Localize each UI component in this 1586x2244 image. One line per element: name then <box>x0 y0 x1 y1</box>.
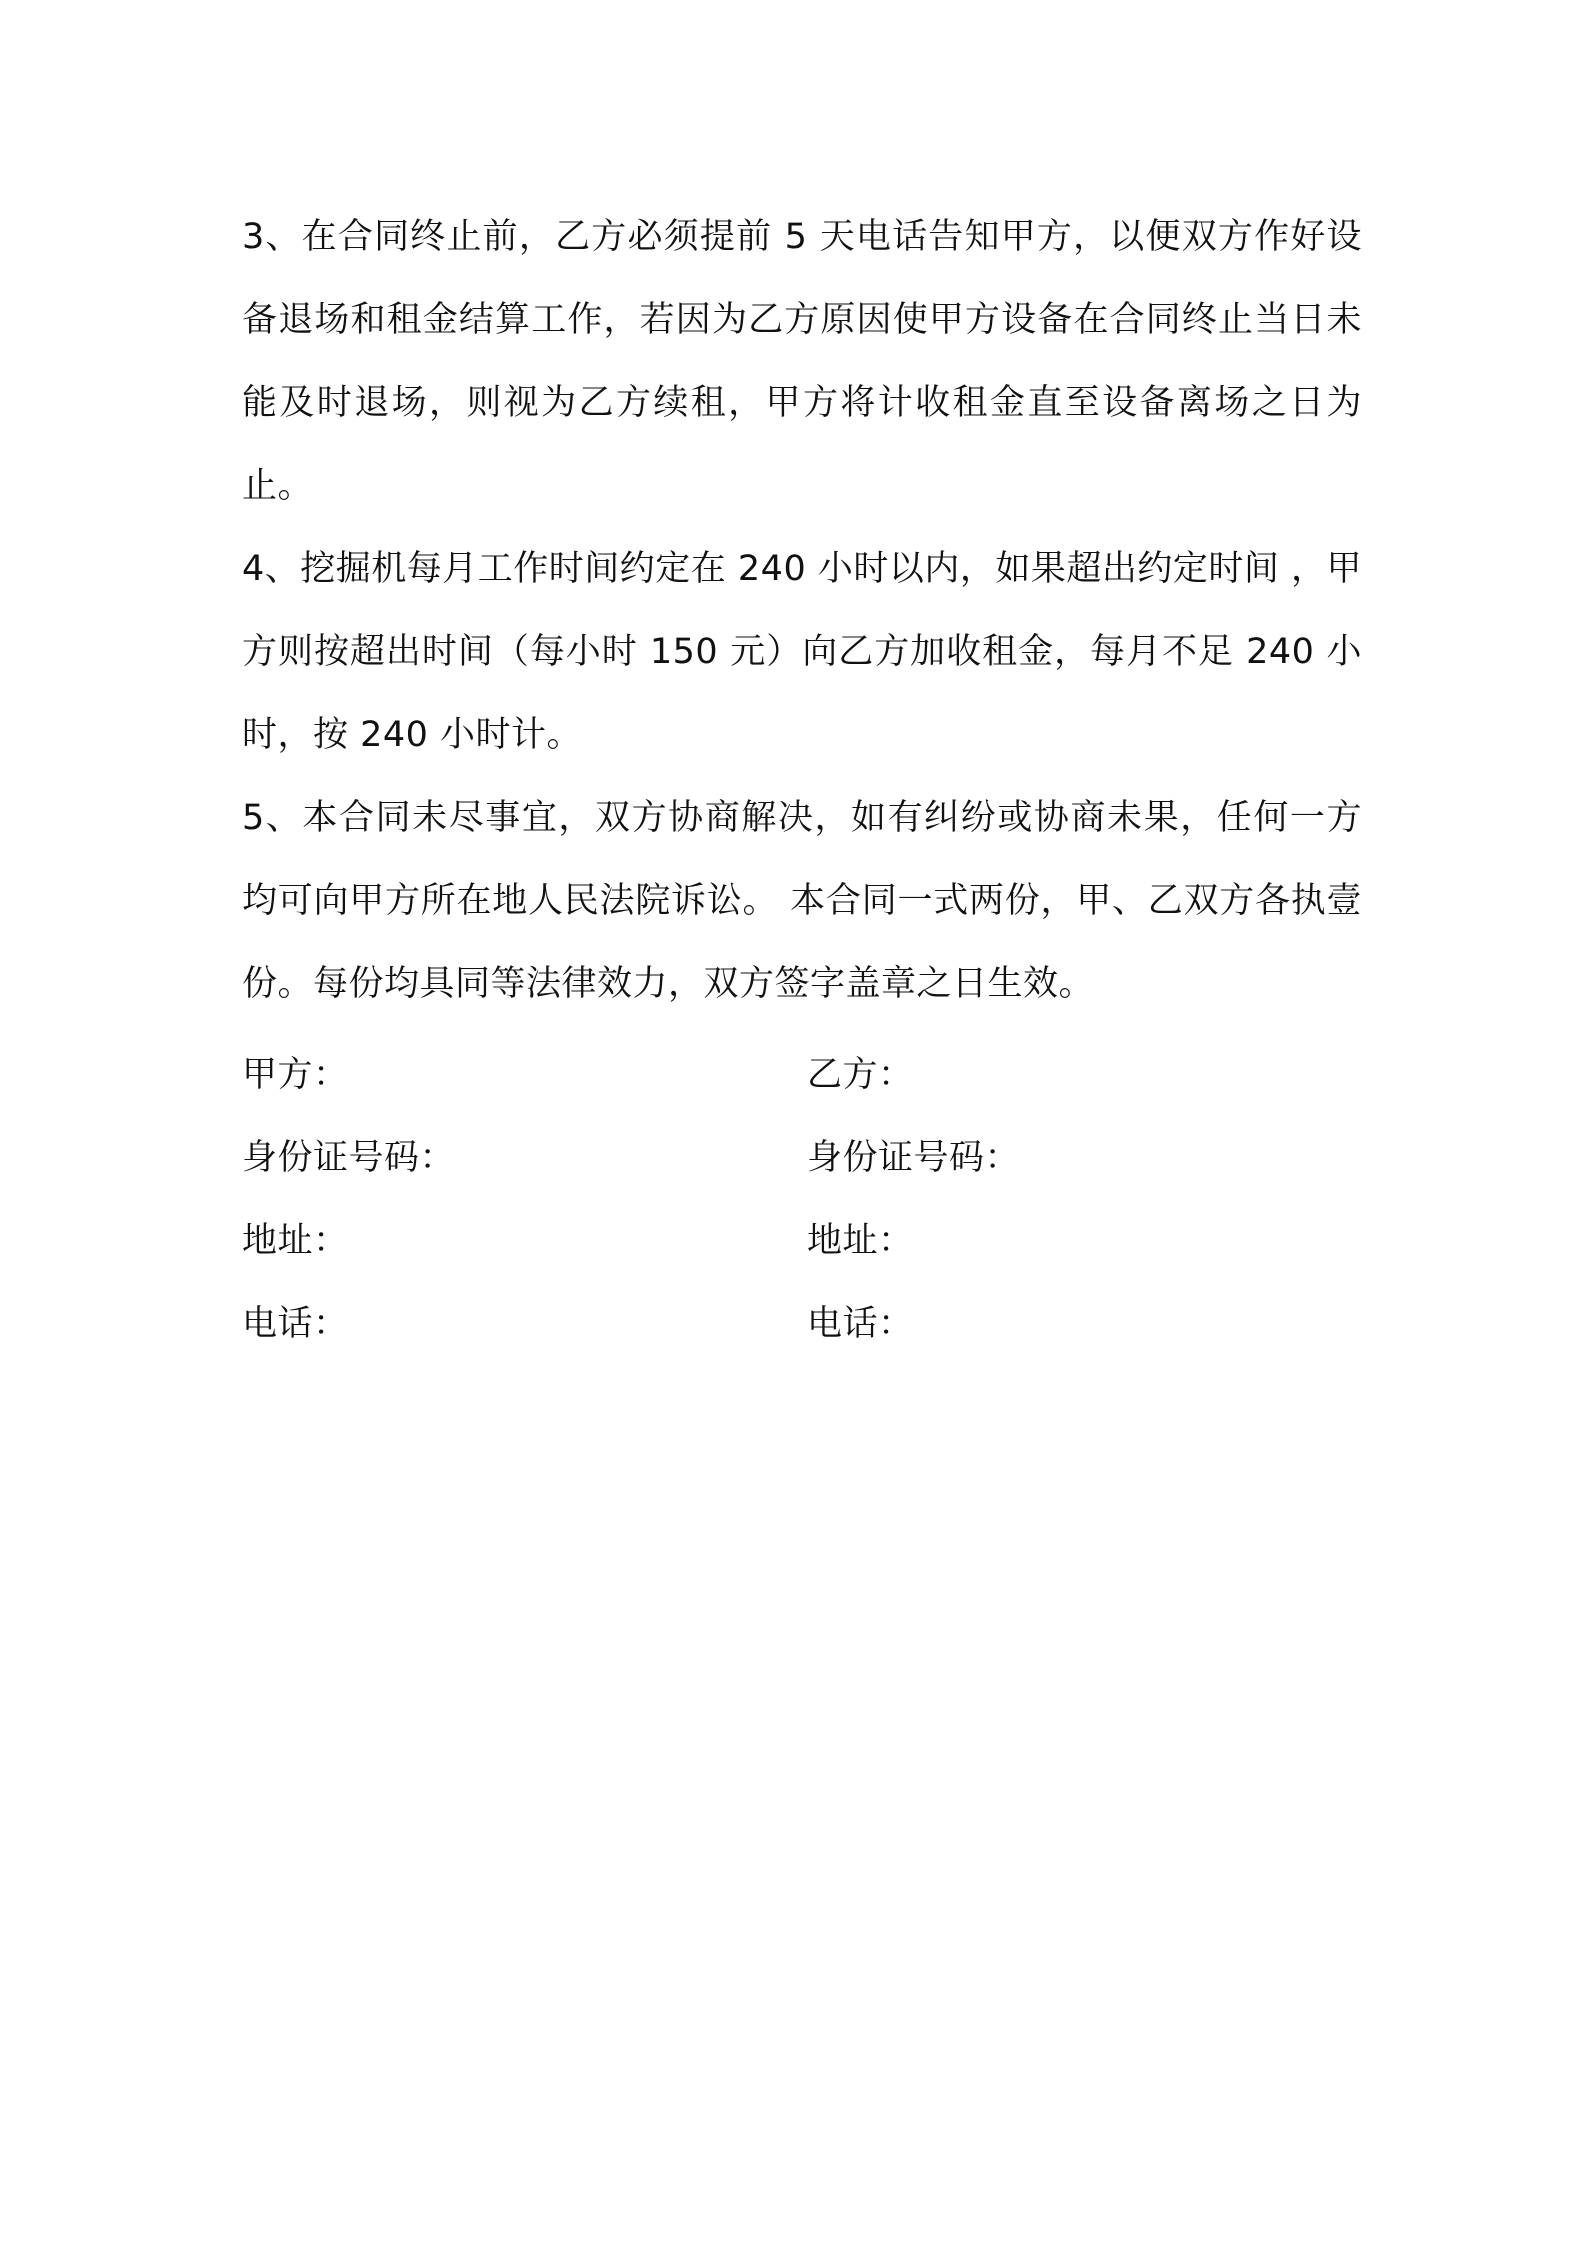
signature-block <box>242 1030 1362 1362</box>
party-b-id-label: 身份证号码： <box>807 1137 1021 1178</box>
clause-4: 4、挖掘机每月工作时间约定在 240 小时以内，如果超出约定时间 ，甲方则按超出时间（每小时 150 元）向乙方加收租金，每月不足 240 小时，按 240 小时计。 <box>242 549 1362 755</box>
signature-row-phone <box>242 1279 1362 1362</box>
party-a-phone-label: 电话： <box>242 1303 349 1344</box>
clause-3: 3、在合同终止前，乙方必须提前 5 天电话告知甲方，以便双方作好设备退场和租金结算工作，若因为乙方原因使甲方设备在合同终止当日未能及时退场，则视为乙方续租，甲方将计收租金直至设备离场之日为止。 <box>242 217 1362 506</box>
party-a-id-label: 身份证号码： <box>242 1137 456 1178</box>
party-b-address-label: 地址： <box>807 1220 914 1261</box>
party-b-phone-label: 电话： <box>807 1303 914 1344</box>
clause-5: 5、本合同未尽事宜，双方协商解决，如有纠纷或协商未果，任何一方均可向甲方所在地人民法院诉讼。 本合同一式两份，甲、乙双方各执壹份。每份均具同等法律效力，双方签字盖章之日生效。 <box>242 798 1362 1004</box>
signature-row-name <box>242 1030 1362 1113</box>
party-a-name-label: 甲方： <box>242 1054 349 1095</box>
signature-row-address <box>242 1196 1362 1279</box>
signature-row-id <box>242 1113 1362 1196</box>
party-a-address-label: 地址： <box>242 1220 349 1261</box>
contract-body <box>242 196 1362 1026</box>
party-b-name-label: 乙方： <box>807 1054 914 1095</box>
